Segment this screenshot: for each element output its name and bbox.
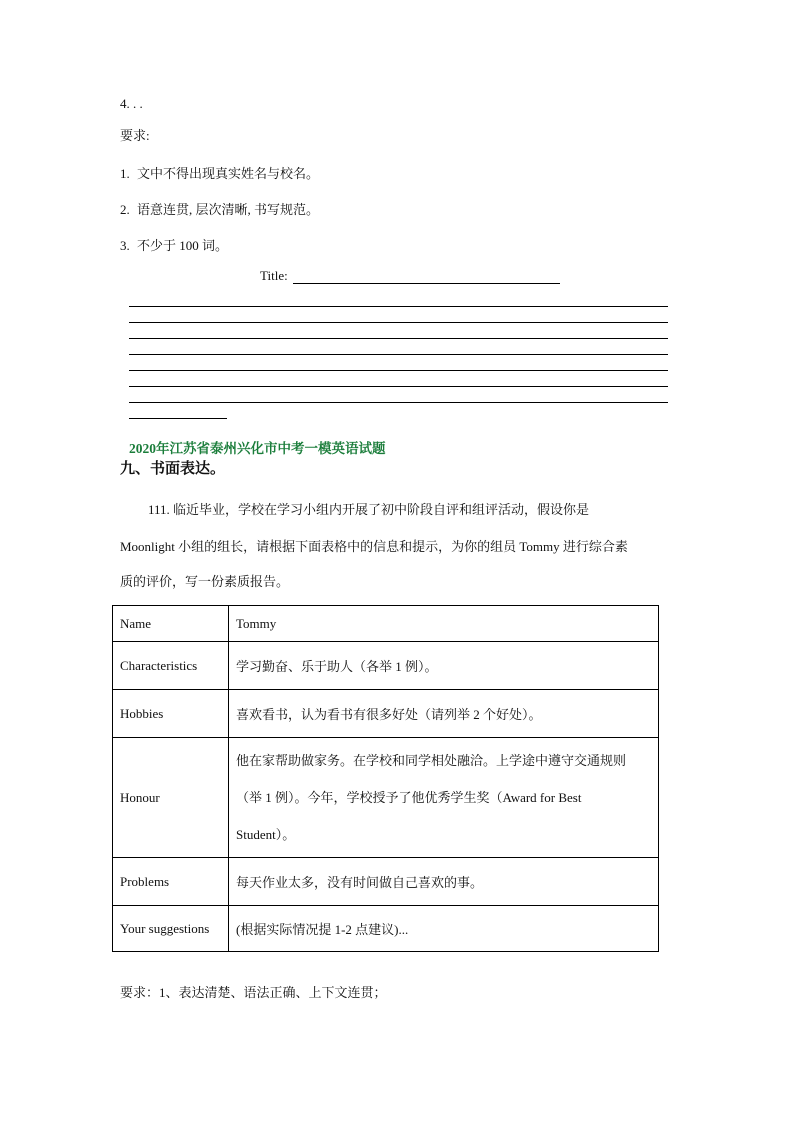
item-4: 4. . . [120,96,143,111]
footer-requirements: 要求：1、表达清楚、语法正确、上下文连贯； [120,985,387,1000]
section-title: 九、书面表达。 [120,461,226,477]
title-label: Title: [260,268,288,283]
table-row [113,690,659,738]
requirement-text: 语意连贯, 层次清晰, 书写规范。 [137,202,320,217]
exam-heading: 2020年江苏省泰州兴化市中考一模英语试题 [129,441,386,456]
row-value: (根据实际情况提 1-2 点建议)... [229,906,659,952]
row-value: 学习勤奋、乐于助人（各举 1 例）。 [229,642,659,690]
table-row [113,858,659,906]
row-label: Honour [113,738,229,858]
requirement-text: 文中不得出现真实姓名与校名。 [137,166,320,181]
requirements-label: 要求: [120,128,150,143]
row-value: 每天作业太多，没有时间做自己喜欢的事。 [229,858,659,906]
writing-line[interactable] [129,386,668,387]
requirement-item [120,163,319,182]
row-value [229,738,659,858]
writing-line[interactable] [129,402,668,403]
row-label: Hobbies [113,690,229,738]
writing-line[interactable] [129,306,668,307]
table-row [113,606,659,642]
requirement-item [120,235,228,254]
row-label: Problems [113,858,229,906]
question-text: 质的评价，写一份素质报告。 [120,574,290,589]
row-label: Name [113,606,229,642]
table-row [113,642,659,690]
writing-line[interactable] [129,322,668,323]
info-table [112,605,659,952]
title-blank-line[interactable] [293,283,560,284]
requirement-number: 2. [120,202,130,217]
row-label: Characteristics [113,642,229,690]
row-label: Your suggestions [113,906,229,952]
writing-line[interactable] [129,338,668,339]
question-text: Moonlight 小组的组长，请根据下面表格中的信息和提示，为你的组员 Tommy 进行综合素 [120,539,628,554]
row-value-line: Student）。 [236,827,296,842]
row-value: 喜欢看书，认为看书有很多好处（请列举 2 个好处）。 [229,690,659,738]
writing-line-short[interactable] [129,418,227,419]
requirement-item [120,199,319,218]
requirement-number: 3. [120,238,130,253]
row-value-line: （举 1 例）。今年，学校授予了他优秀学生奖（Award for Best [236,790,582,805]
requirement-number: 1. [120,166,130,181]
row-value: Tommy [229,606,659,642]
question-text: 111. 临近毕业，学校在学习小组内开展了初中阶段自评和组评活动，假设你是 [148,502,590,517]
table-row [113,906,659,952]
writing-line[interactable] [129,354,668,355]
writing-line[interactable] [129,370,668,371]
requirement-text: 不少于 100 词。 [137,238,229,253]
row-value-line: 他在家帮助做家务。在学校和同学相处融洽。上学途中遵守交通规则 [236,753,627,768]
table-row [113,738,659,858]
